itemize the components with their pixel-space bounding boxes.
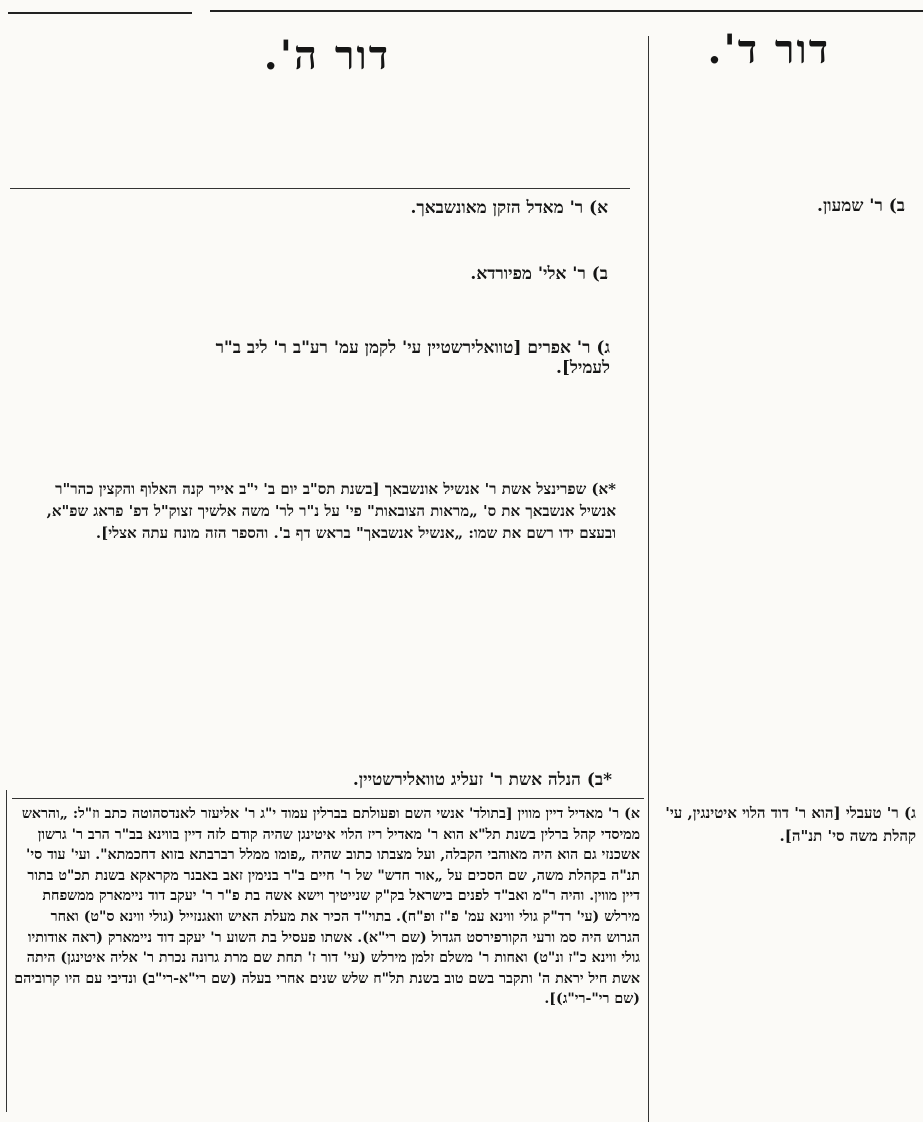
left-rule-top <box>10 188 630 189</box>
left-rule-footnote <box>12 798 644 799</box>
wife-note-1: *א) שפרינצל אשת ר' אנשיל אונשבאך [בשנת תס"ב יום ב' י"ב אייר קנה האלוף והקצין כהר"ר אנשיל אנשבאך את ס' „מראות הצובאות" פי' על נ"ר לר' משה אלשיך זצוק"ל דפ' פראג שפ"א, ובעצם ידו רשם את שמו: „אנשיל אנשבאך" בראש דף ב'. והספר הזה מונח עתה אצלי]. <box>46 480 616 542</box>
top-rule-left <box>8 12 192 14</box>
left-entry-g: ג) ר' אפרים [טוואלירשטיין עי' לקמן עמ' רע"ב ר' ליב ב"ר לעמיל]. <box>215 338 610 378</box>
left-entry-a: א) ר' מאדל הזקן מאונשבאך. <box>410 198 608 218</box>
footnote: א) ר' מאדיל דיין מווין [בתולד' אנשי השם ופעולתם בברלין עמוד י"ג ר' אליעזר לאנדסהוטה כתב וז"ל: „והראש ממיסדי קהל ברלין בשנת תל"א הוא ר' מאדיל ריז הלוי איטינגן שהיה קודם לזה דיין בווינא בב"ר הרב ר' גרשון אשכנזי גם הוא היה מאוהבי הקבלה, ועל מצבתו כתוב שהיה „פומו ממלל רברבתא בזוא דחכמתא". ועי' עוד סי' תנ"ה בקהלת משה, שם הסכים על „אור חדש" של ר' חיים ב"ר בנימין זאב באבנר מקראקא בשנת תכ"ט בתור דיין מווין. והיה ר"מ ואב"ד לפנים בישראל בק"ק שנייטיך וישא אשה בת פ"ר ר' יעקב דוד ניימארק ממשפחת מירלש (עי' רד"ק גולי ווינא עמ' פ"ז ופ"ח). בתוי"ד הכיר את מעלת האיש וואגנזייל (גולי ווינא ס"ט) ואחר הגרוש היה סמ ורעי הקורפירסט הגדול (שם רי"א). אשתו פעסיל בת השוע ר' יעקב דוד ניימארק (ראה אודותיו גולי ווינא כ"ז ונ"ט) ואחות ר' משלם זלמן מירלש (עי' דור ז' תחת שם מרת גרונה נכרת ר' אליה איטינגן) היתה אשת חיל יראת ה' ותקבר בשם טוב בשנת תל"ח שלש שנים אחרי בעלה (שם רי"א-רי"ב) ונדיבי עם היו קרוביהם (שם רי"-רי"ג)]. <box>14 806 640 1008</box>
right-entry-g: ג) ר' טעבלי [הוא ר' דוד הלוי איטינגין, עי' קהלת משה סי' תנ"ה]. <box>665 804 916 845</box>
heading-dor-5: דור ה'. <box>263 32 390 79</box>
left-entry-b: ב) ר' אלי' מפיורדא. <box>470 264 608 284</box>
heading-dor-4: דור ד'. <box>707 26 830 73</box>
left-margin-rule <box>6 790 7 1112</box>
column-divider <box>648 36 649 1122</box>
right-entry-b: ב) ר' שמעון. <box>817 196 905 216</box>
wife-note-2: *ב) הנלה אשת ר' זעליג טוואלירשטיין. <box>352 770 612 790</box>
top-rule-right <box>210 10 923 12</box>
